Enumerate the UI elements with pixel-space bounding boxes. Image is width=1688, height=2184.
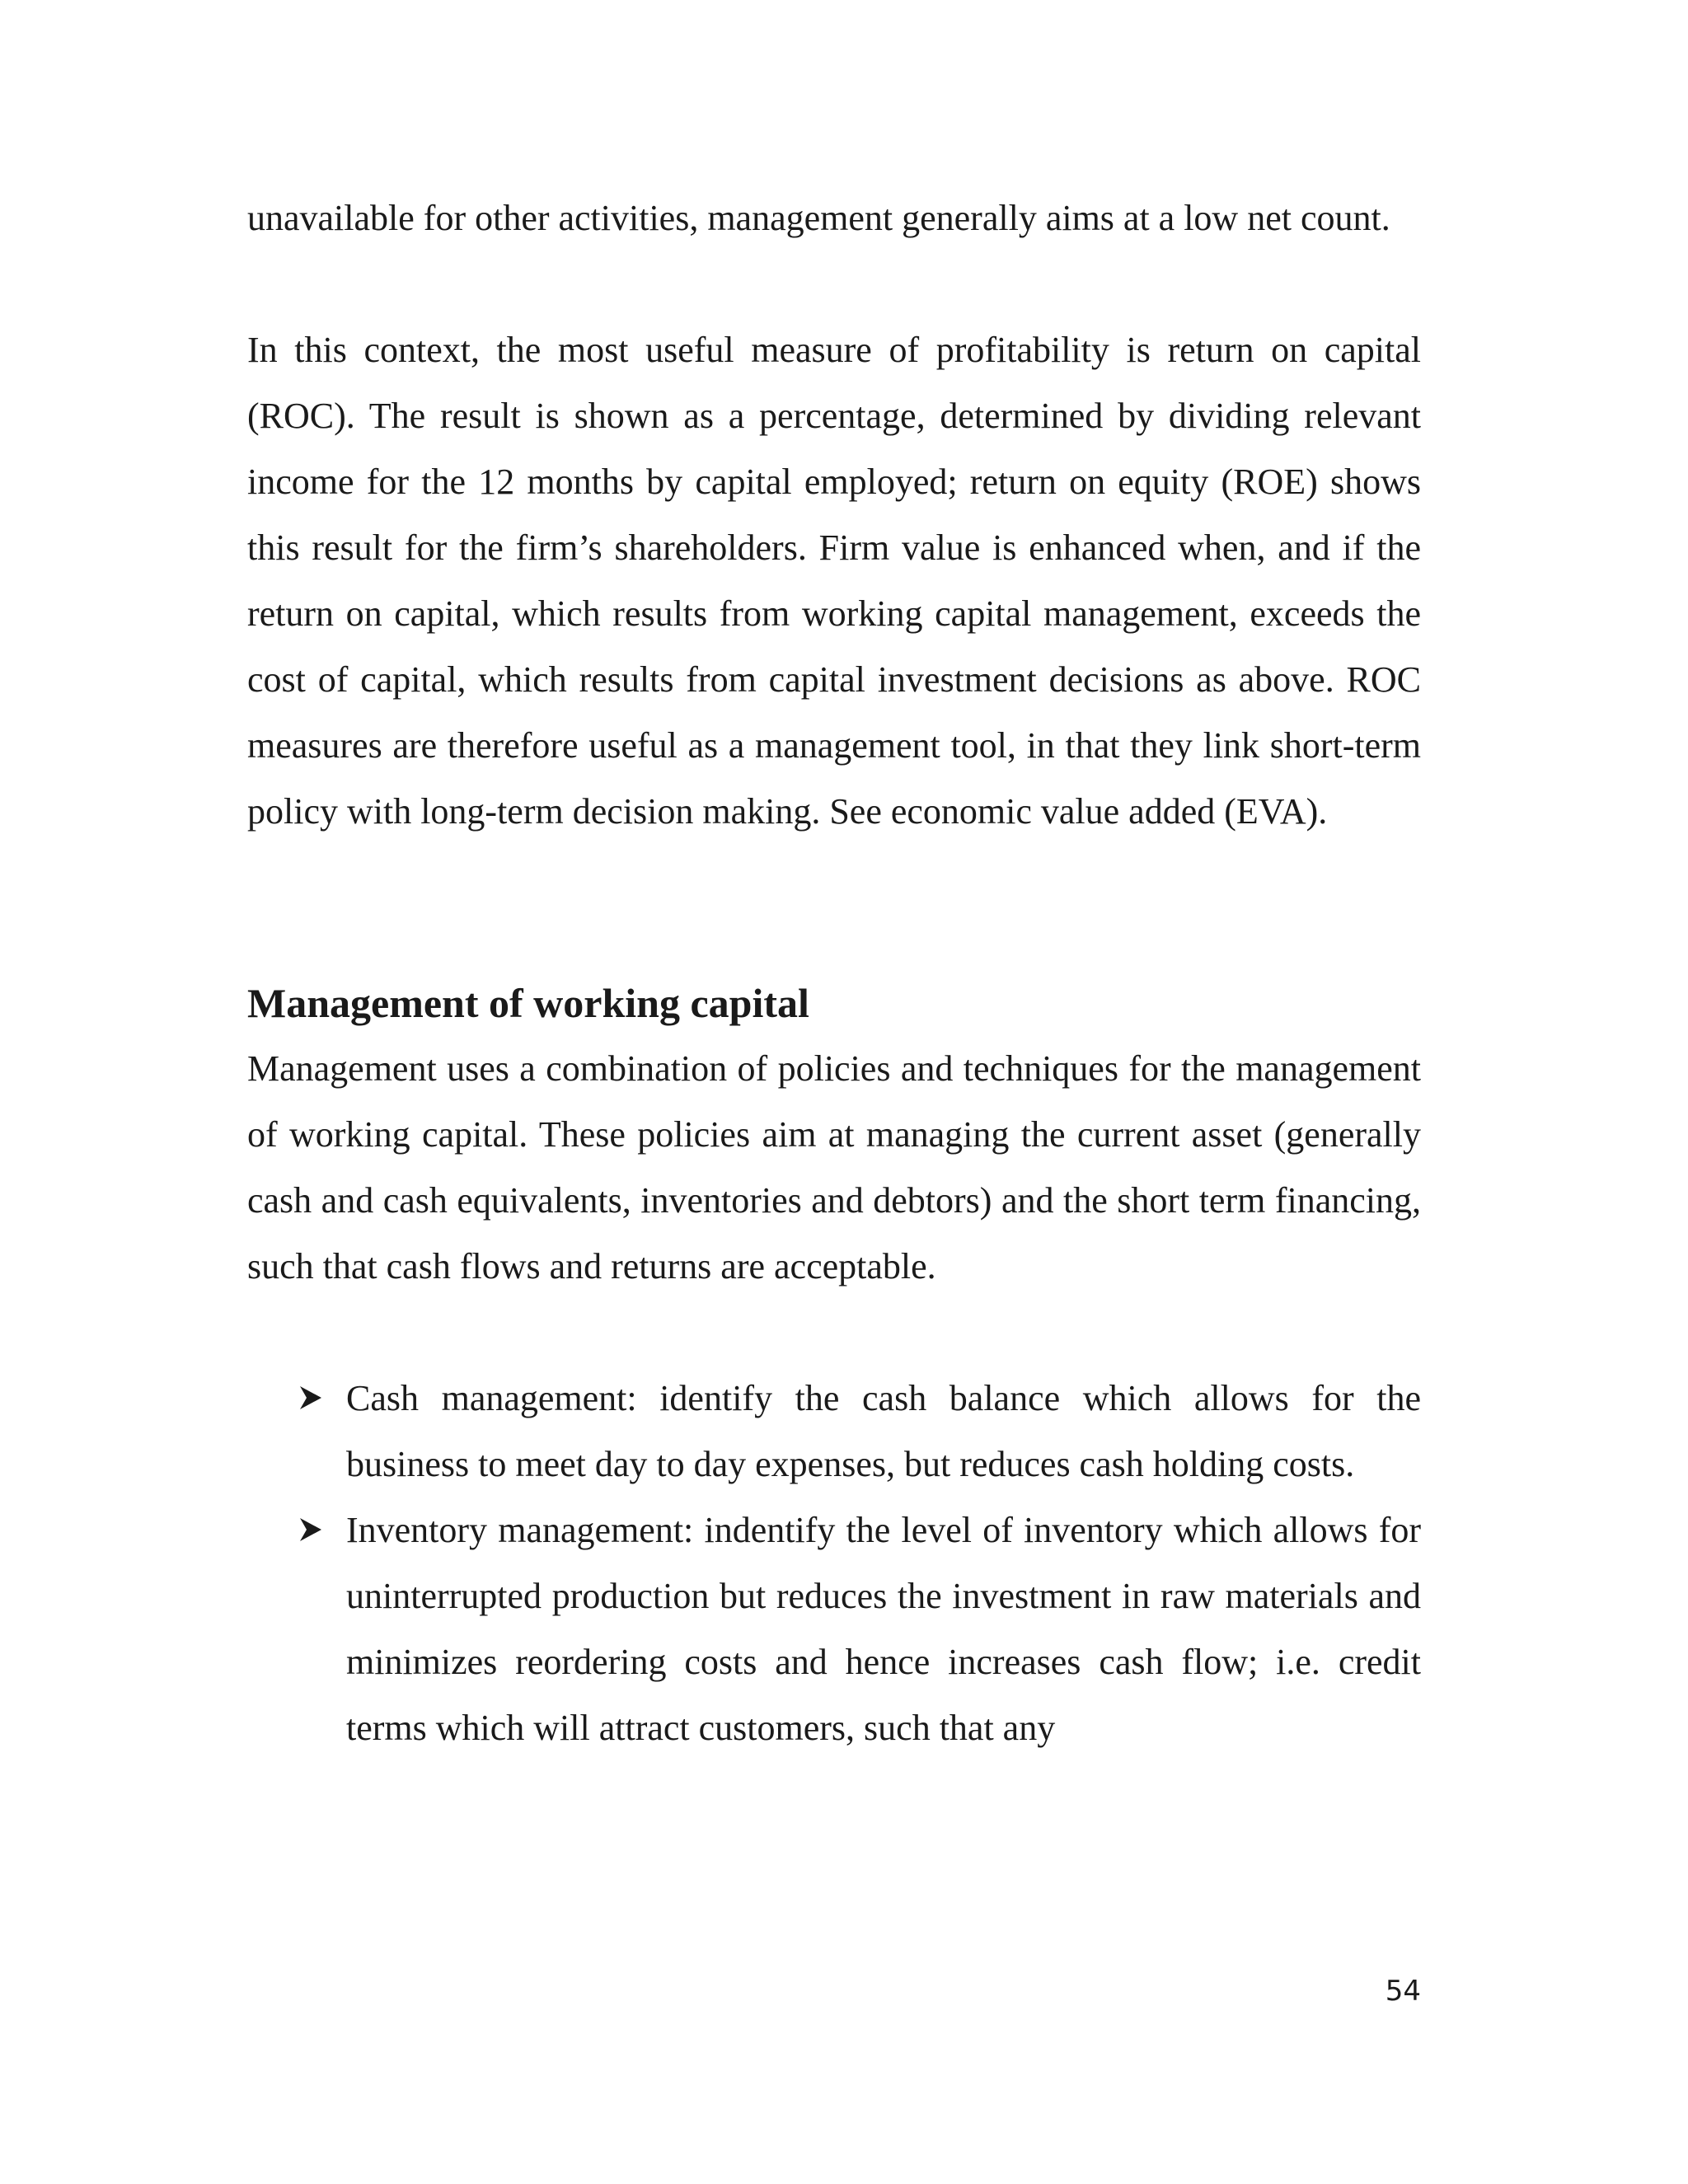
bullet-list (247, 1366, 1421, 1761)
bullet-text: Cash management: identify the cash balance which allows for the business to meet day to day expenses, but reduces cash holding costs. (346, 1378, 1421, 1484)
bullet-text: Inventory management: indentify the level of inventory which allows for uninterrupted production but reduces the investment in raw materials and minimizes reordering costs and hence increases cash flow; i.e. credit terms which will attract customers, such that any (346, 1510, 1421, 1748)
paragraph-roc: In this context, the most useful measure of profitability is return on capital (ROC). The result is shown as a percentage, determined by dividing relevant income for the 12 months by capital employed; return on equity (ROE) shows this result for the firm’s shareholders. Firm value is enhanced when, and if the return on capital, which results from working capital management, exceeds the cost of capital, which results from capital investment decisions as above. ROC measures are therefore useful as a management tool, in that they link short-term policy with long-term decision making. See economic value added (EVA). (247, 330, 1421, 832)
arrowhead-bullet-icon (298, 1366, 331, 1432)
paragraph-continuation: unavailable for other activities, management generally aims at a low net count. (247, 198, 1390, 238)
section-heading: Management of working capital (247, 980, 809, 1026)
list-item (247, 1366, 1421, 1497)
page-number: 54 (1385, 1975, 1421, 2008)
list-item (247, 1497, 1421, 1761)
page-body (247, 185, 1421, 1761)
paragraph-working-capital: Management uses a combination of policies and techniques for the management of working capital. These policies aim at managing the current asset (generally cash and cash equivalents, inventories and debtors) and the short term financing, such that cash flows and returns are acceptable. (247, 1048, 1421, 1286)
arrowhead-bullet-icon (298, 1497, 331, 1563)
